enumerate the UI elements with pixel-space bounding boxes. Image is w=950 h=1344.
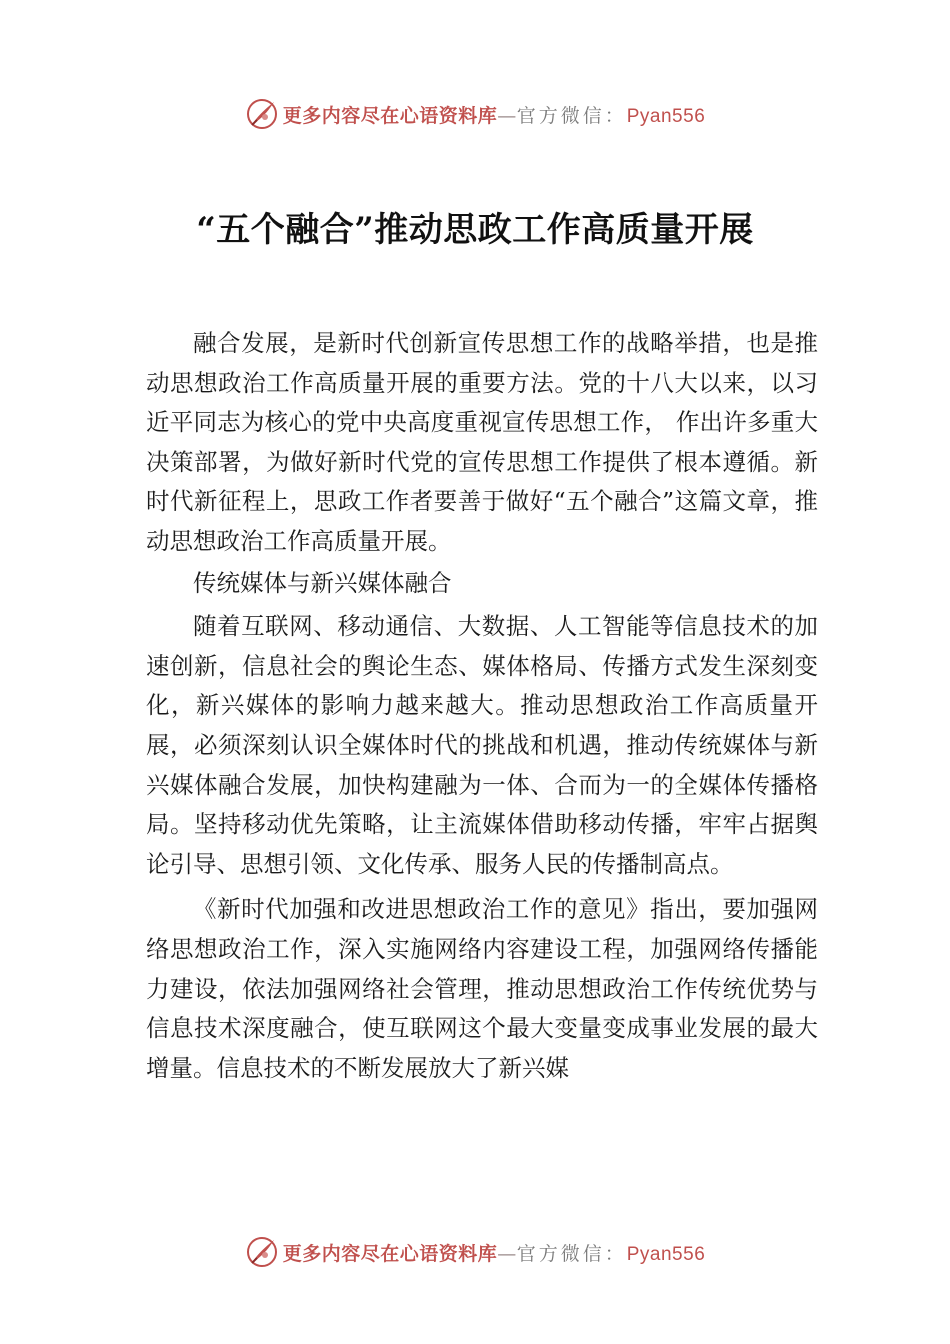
paragraph-opinion: 《新时代加强和改进思想政治工作的意见》指出，要加强网络思想政治工作，深入实施网络内容建设工程，加强网络传播能力建设，依法加强网络社会管理，推动思想政治工作传统优势与信息技术深度融合，使互联网这个最大变量变成事业发展的最大增量。信息技术的不断发展放大了新兴媒 (146, 895, 818, 1082)
section-heading: 传统媒体与新兴媒体融合 (193, 568, 452, 597)
quill-pen-logo-icon (245, 97, 279, 131)
banner-separator: — (497, 104, 517, 127)
banner-brand: 更多内容尽在心语资料库 (282, 1242, 498, 1265)
paragraph-media: 随着互联网、移动通信、大数据、人工智能等信息技术的加速创新，信息社会的舆论生态、媒体格局、传播方式发生深刻变化，新兴媒体的影响力越来越大。推动思想政治工作高质量开展，必须深刻认识全媒体时代的挑战和机遇，推动传统媒体与新兴媒体融合发展，加快构建融为一体、合而为一的全媒体传播格局。坚持移动优先策略，让主流媒体借助移动传播，牢牢占据舆论引导、思想引领、文化传承、服务人民的传播制高点。 (146, 612, 818, 878)
document-body (146, 324, 818, 1088)
quill-pen-logo-icon (245, 1235, 279, 1269)
banner-brand: 更多内容尽在心语资料库 (282, 104, 498, 127)
banner-text (283, 1239, 706, 1266)
footer-banner (0, 1232, 950, 1272)
banner-official-label: 官方微信： (516, 1242, 627, 1265)
banner-text (283, 101, 706, 128)
banner-wechat-id: Pyan556 (626, 1243, 706, 1265)
header-banner (0, 94, 950, 134)
paragraph-intro: 融合发展，是新时代创新宣传思想工作的战略举措，也是推动思想政治工作高质量开展的重要方法。党的十八大以来，以习近平同志为核心的党中央高度重视宣传思想工作， 作出许多重大决策部署，为做好新时代党的宣传思想工作提供了根本遵循。新时代新征程上，思政工作者要善于做好“五个融合”这篇文章，推动思想政治工作高质量开展。 (146, 329, 818, 555)
banner-wechat-id: Pyan556 (626, 105, 706, 127)
banner-official-label: 官方微信： (516, 104, 627, 127)
document-title: “五个融合”推动思政工作高质量开展 (196, 210, 754, 250)
banner-separator: — (497, 1242, 517, 1265)
